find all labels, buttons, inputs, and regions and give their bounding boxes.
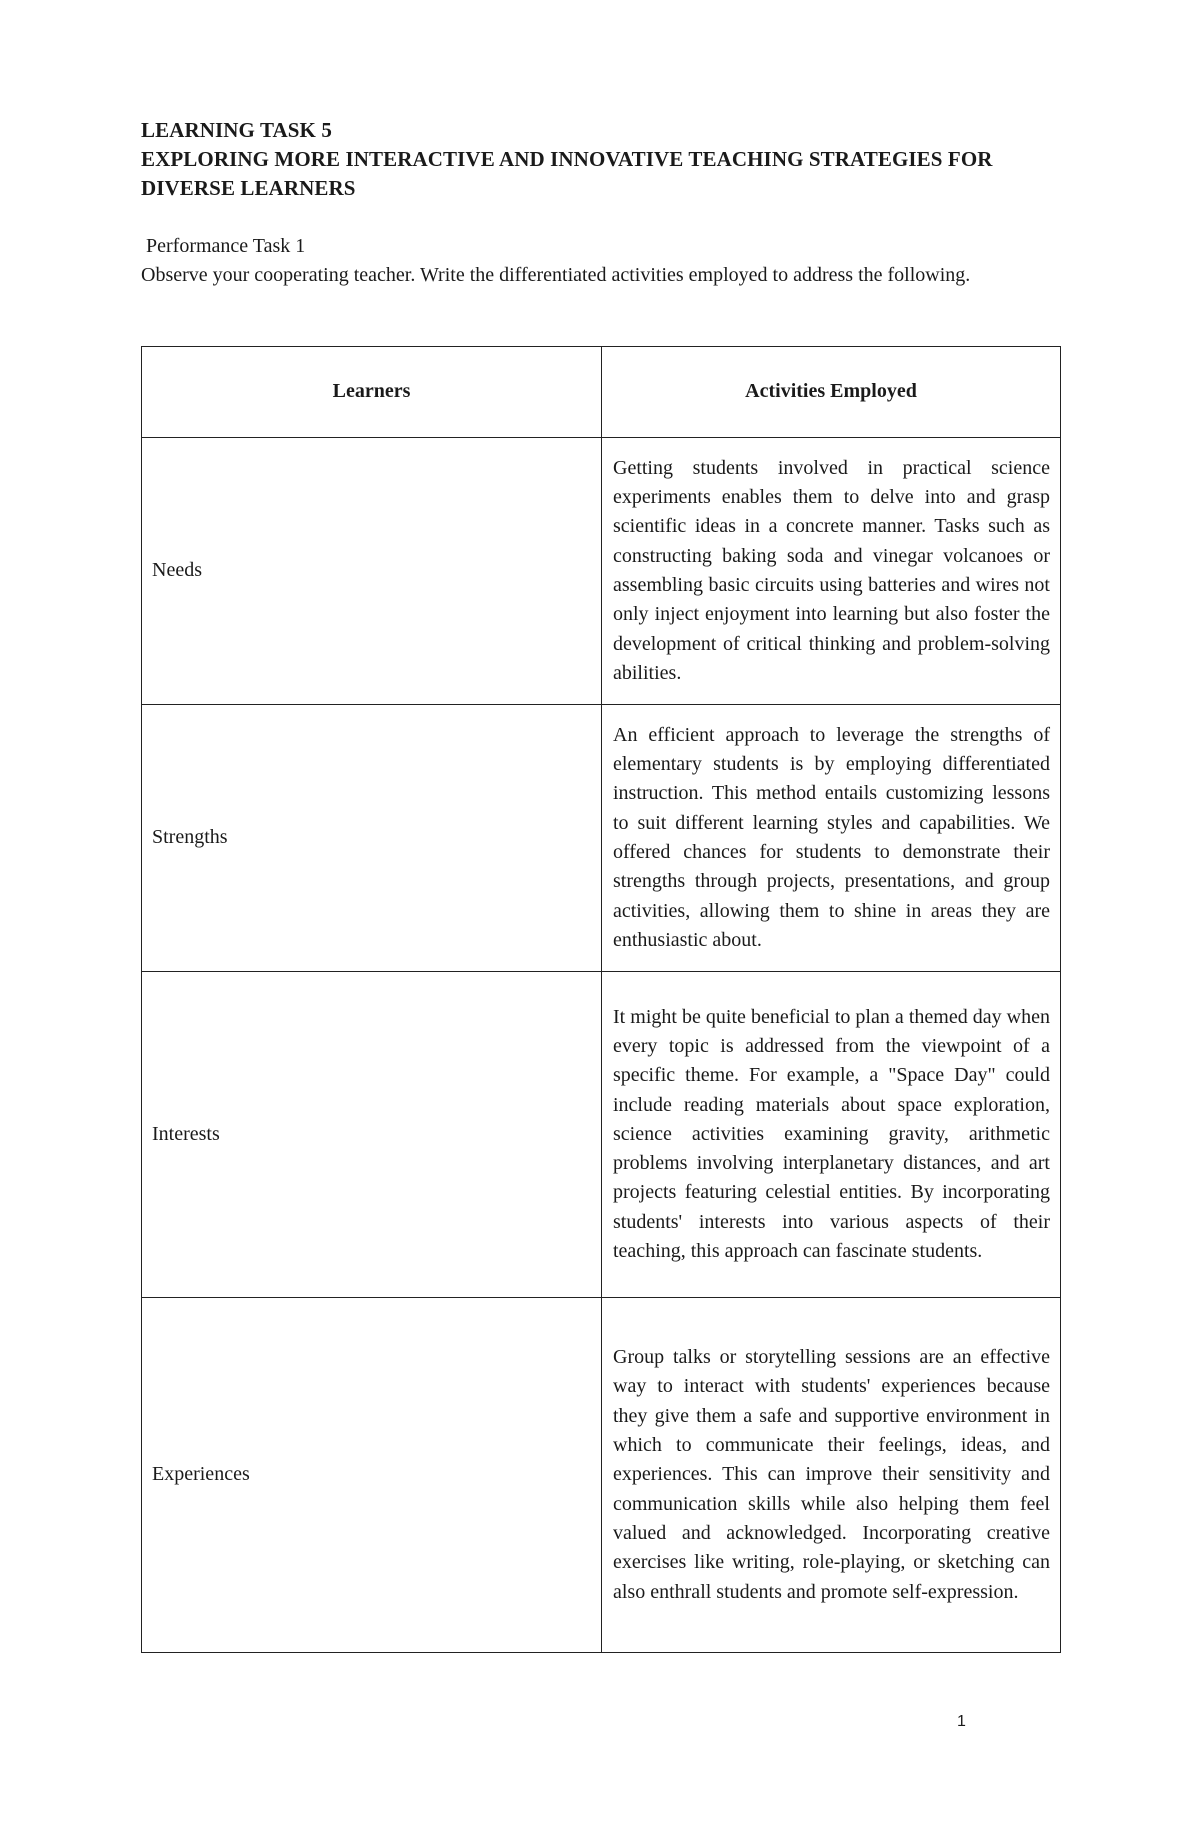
- table-row-strengths: [142, 705, 1061, 972]
- instruction-text: Observe your cooperating teacher. Write the differentiated activities employed to address the following.: [141, 264, 971, 286]
- heading-title-line-2: DIVERSE LEARNERS: [141, 176, 356, 200]
- table-row-needs: [142, 438, 1061, 705]
- table-row-experiences: [142, 1298, 1061, 1653]
- activity-cell-strengths: An efficient approach to leverage the strengths of elementary students is by employing differentiated instruction. This method entails customizing lessons to suit different learning styles and capabilities. We offered chances for students to demonstrate their strengths through projects, presentations, and group activities, allowing them to shine in areas they are enthusiastic about.: [602, 705, 1061, 972]
- heading-task-number: LEARNING TASK 5: [141, 118, 332, 142]
- performance-task-label: Performance Task 1: [146, 235, 306, 257]
- learner-cell-needs: Needs: [142, 438, 602, 705]
- learner-cell-strengths: Strengths: [142, 705, 602, 972]
- table-row-interests: [142, 972, 1061, 1298]
- header-activities-employed: Activities Employed: [602, 347, 1061, 438]
- activity-cell-needs: Getting students involved in practical science experiments enables them to delve into and grasp scientific ideas in a concrete manner. Tasks such as constructing baking soda and vinegar volcanoes or assembling basic circuits using batteries and wires not only inject enjoyment into learning but also foster the development of critical thinking and problem-solving abilities.: [602, 438, 1061, 705]
- activity-cell-experiences: Group talks or storytelling sessions are an effective way to interact with students' experiences because they give them a safe and supportive environment in which to communicate their feelings, ideas, and experiences. This can improve their sensitivity and communication skills while also helping them feel valued and acknowledged. Incorporating creative exercises like writing, role-playing, or sketching can also enthrall students and promote self-expression.: [602, 1298, 1061, 1653]
- learner-cell-interests: Interests: [142, 972, 602, 1298]
- heading-title-line-1: EXPLORING MORE INTERACTIVE AND INNOVATIVE TEACHING STRATEGIES FOR: [141, 147, 993, 171]
- page-number: 1: [957, 1713, 966, 1730]
- learner-cell-experiences: Experiences: [142, 1298, 602, 1653]
- header-learners: Learners: [142, 347, 602, 438]
- activity-cell-interests: It might be quite beneficial to plan a themed day when every topic is addressed from the viewpoint of a specific theme. For example, a "Space Day" could include reading materials about space exploration, science activities examining gravity, arithmetic problems involving interplanetary distances, and art projects featuring celestial entities. By incorporating students' interests into various aspects of their teaching, this approach can fascinate students.: [602, 972, 1061, 1298]
- document-heading: [141, 116, 1131, 203]
- activities-table: [141, 346, 1061, 1653]
- table-header-row: [142, 347, 1061, 438]
